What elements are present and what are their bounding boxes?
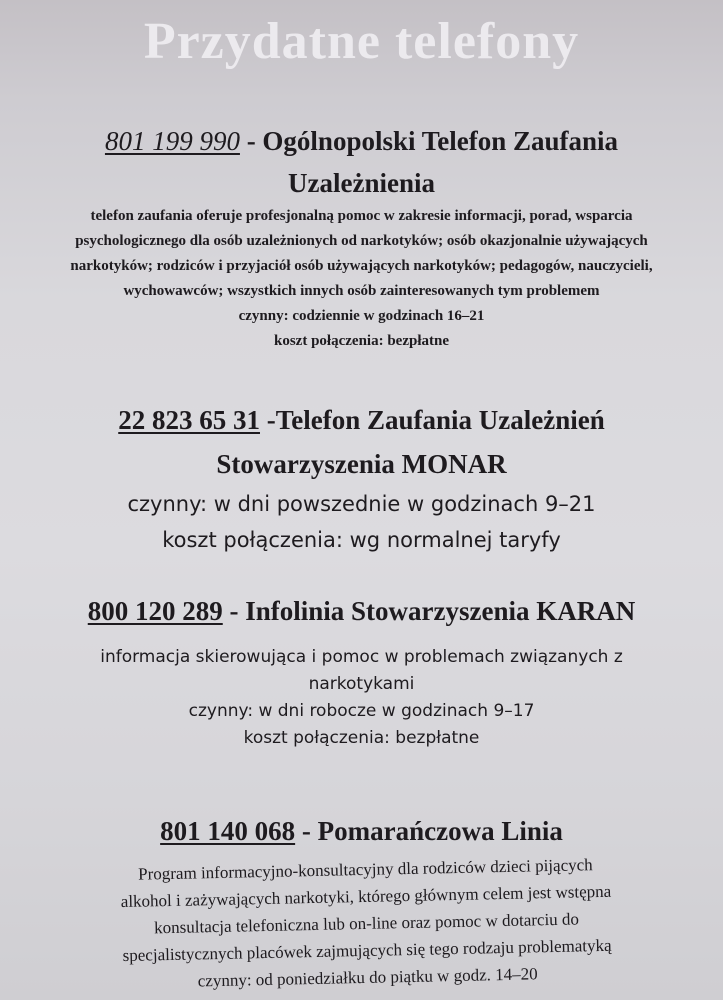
hotline-heading [0, 120, 723, 162]
hotline-heading [0, 592, 723, 630]
hotline-name-continued: Uzależnienia [288, 168, 435, 198]
phone-number[interactable]: 801 140 068 [160, 816, 296, 846]
hours-text: czynny: codziennie w godzinach 16–21 [238, 308, 485, 324]
description-line: telefon zaufania oferuje profesjonalną pomoc w zakresie informacji, porad, wsparcia [90, 208, 633, 224]
description-line: konsultacja telefoniczna lub on-line oraz pomoc w dotarciu do [153, 909, 580, 938]
hours-text: czynny: w dni robocze w godzinach 9–17 [188, 701, 535, 721]
description-line: narkotyków; rodziców i przyjaciół osób używających narkotyków; pedagogów, nauczycieli, [70, 258, 653, 274]
phone-number[interactable]: 22 823 65 31 [118, 405, 260, 435]
description-block [0, 842, 723, 998]
phone-number[interactable]: 800 120 289 [87, 596, 223, 626]
hotline-name: - Infolinia Stowarzyszenia KARAN [222, 596, 636, 626]
hotline-name-continued: Stowarzyszenia MONAR [216, 449, 507, 479]
hotline-name: -Telefon Zaufania Uzależnień [259, 405, 605, 435]
hotline-name: - Ogólnopolski Telefon Zaufania [239, 126, 619, 156]
cost-text: koszt połączenia: bezpłatne [274, 333, 449, 349]
description-line: wychowawców; wszystkich innych osób zainteresowanych tym problemem [123, 283, 600, 299]
hours-text: czynny: od poniedziałku do piątku w godz. 14–20 [197, 964, 538, 991]
phone-number[interactable]: 801 199 990 [104, 126, 240, 156]
description-line: informacja skierowująca i pomoc w problemach związanych z [100, 647, 623, 667]
description-line: Program informacyjno-konsultacyjny dla rodziców dzieci pijących [137, 855, 593, 884]
hours-text: czynny: w dni powszednie w godzinach 9–21 [127, 492, 596, 516]
hotline-name: - Pomarańczowa Linia [295, 816, 563, 846]
hotline-entry [0, 812, 723, 991]
cost-text: koszt połączenia: bezpłatne [243, 728, 480, 748]
description-line: alkohol i zażywających narkotyki, którego głównym celem jest wstępna [120, 881, 612, 912]
hotline-heading [0, 398, 723, 442]
description-line: specjalistycznych placówek zajmujących się tego rodzaju problematyką [122, 935, 612, 966]
hotline-entry [0, 398, 723, 558]
hotline-entry [0, 120, 723, 354]
page-title: Przydatne telefony [143, 13, 580, 70]
cost-text: koszt połączenia: wg normalnej taryfy [162, 528, 561, 552]
description-line: narkotykami [308, 674, 415, 694]
hotline-entry [0, 592, 723, 752]
description-line: psychologicznego dla osób uzależnionych od narkotyków; osób okazjonalnie używających [75, 233, 648, 249]
